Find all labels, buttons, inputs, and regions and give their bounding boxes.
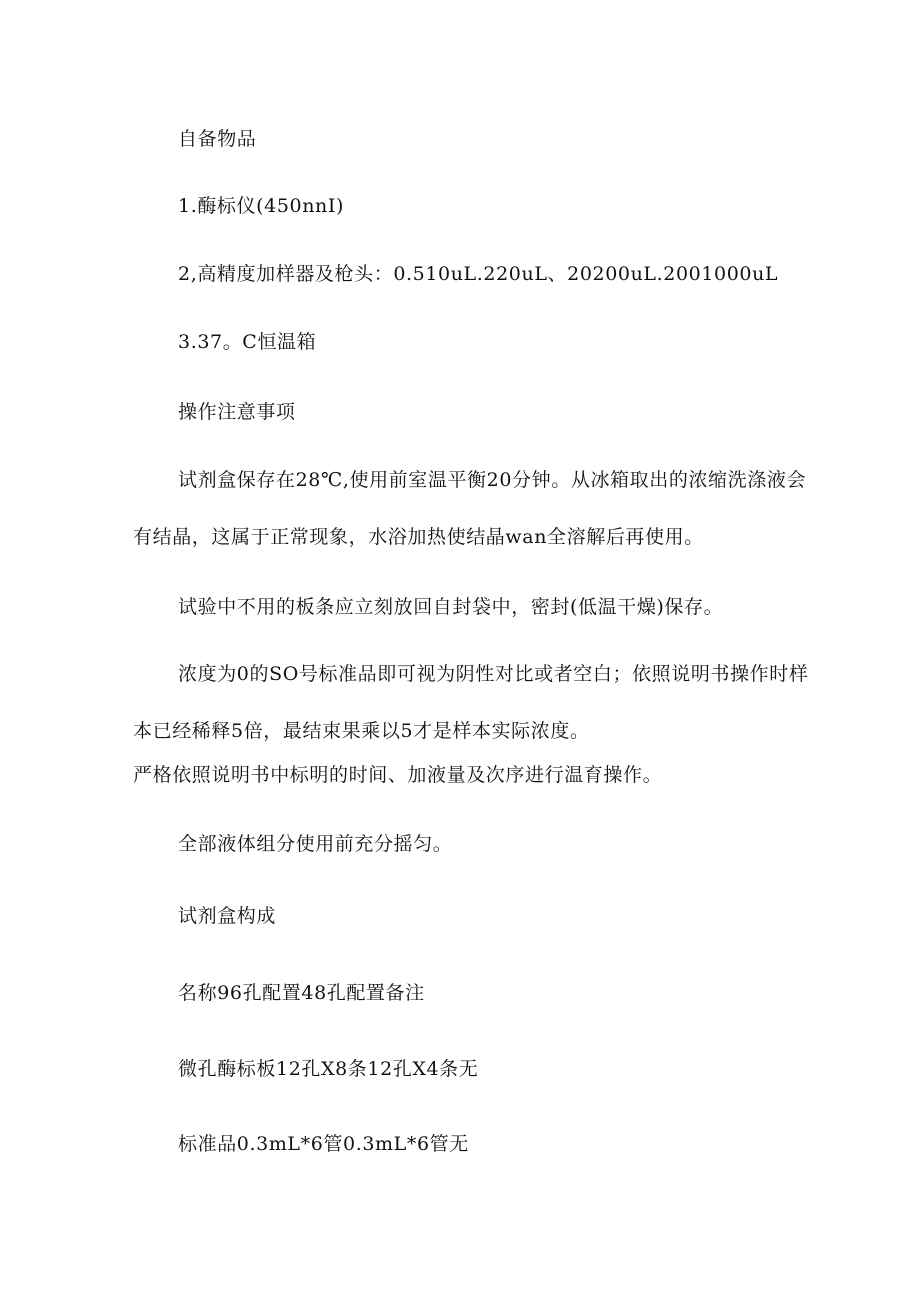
- list-item-pipettes: 2,高精度加样器及枪头：0.510uL.220uL、20200uL.2001000uL: [178, 263, 779, 285]
- paragraph-strips: 试验中不用的板条应立刻放回自封袋中，密封(低温干燥)保存。: [178, 596, 724, 618]
- heading-self-prepared: 自备物品: [178, 128, 257, 150]
- paragraph-standard-line1: 浓度为0的SO号标准品即可视为阴性对比或者空白；依照说明书操作时样: [178, 663, 809, 685]
- table-row: 标准品0.3mL*6管0.3mL*6管无: [178, 1133, 469, 1155]
- paragraph-mixing: 全部液体组分使用前充分摇匀。: [178, 833, 453, 855]
- heading-precautions: 操作注意事项: [178, 401, 296, 423]
- list-item-incubator: 3.37。C恒温箱: [178, 331, 317, 353]
- paragraph-incubation: 严格依照说明书中标明的时间、加液量及次序进行温育操作。: [133, 764, 663, 786]
- paragraph-storage-line2: 有结晶，这属于正常现象，水浴加热使结晶wan全溶解后再使用。: [133, 526, 704, 548]
- paragraph-storage-line1: 试剂盒保存在28℃,使用前室温平衡20分钟。从冰箱取出的浓缩洗涤液会: [178, 469, 807, 491]
- paragraph-standard-line2: 本已经稀释5倍，最结束果乘以5才是样本实际浓度。: [133, 720, 590, 742]
- list-item-microplate-reader: 1.酶标仪(450nnI): [178, 195, 344, 217]
- heading-kit-composition: 试剂盒构成: [178, 905, 277, 927]
- table-row: 微孔酶标板12孔X8条12孔X4条无: [178, 1058, 479, 1080]
- table-header-row: 名称96孔配置48孔配置备注: [178, 982, 425, 1004]
